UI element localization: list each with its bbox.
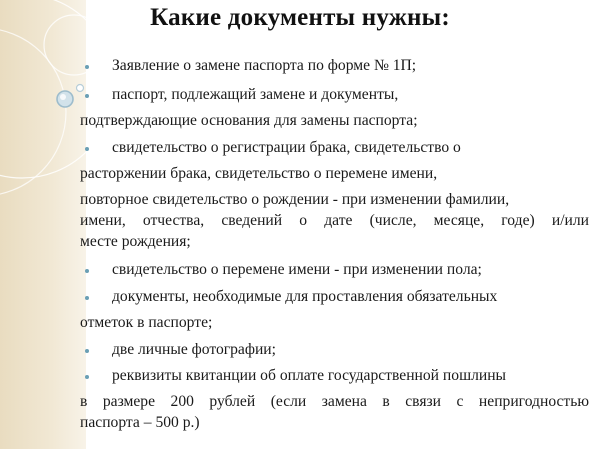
list-item-3-continued: имени, отчества, сведений о дате (числе, месяце, годе) и/или xyxy=(80,212,589,229)
bullet-icon xyxy=(85,65,89,69)
list-item-6: две личные фотографии; xyxy=(112,341,276,358)
decorative-side-band xyxy=(0,0,86,449)
list-item-1: Заявление о замене паспорта по форме № 1П; xyxy=(112,57,417,74)
list-item-3-continued: месте рождения; xyxy=(80,233,191,250)
list-item-2-continued: подтверждающие основания для замены паспорта; xyxy=(80,112,418,129)
list-item-3-continued: повторное свидетельство о рождении - при изменении фамилии, xyxy=(80,191,510,208)
bullet-icon xyxy=(85,147,89,151)
bullet-icon xyxy=(85,94,89,98)
bullet-icon xyxy=(85,296,89,300)
page-title: Какие документы нужны: xyxy=(150,4,450,31)
list-item-5: документы, необходимые для проставления обязательных xyxy=(112,288,498,305)
list-item-3-continued: расторжении брака, свидетельство о перемене имени, xyxy=(80,165,438,182)
list-item-4: свидетельство о перемене имени - при изменении пола; xyxy=(112,261,482,278)
list-item-7: реквизиты квитанции об оплате государственной пошлины xyxy=(112,367,507,384)
bullet-icon xyxy=(85,269,89,273)
list-item-5-continued: отметок в паспорте; xyxy=(80,314,213,331)
bullet-icon xyxy=(85,349,89,353)
list-item-3: свидетельство о регистрации брака, свидетельство о xyxy=(112,139,461,156)
bullet-icon xyxy=(85,375,89,379)
list-item-7-continued: в размере 200 рублей (если замена в связи с непригодностью xyxy=(80,393,589,410)
list-item-2: паспорт, подлежащий замене и документы, xyxy=(112,86,399,103)
list-item-7-continued: паспорта – 500 р.) xyxy=(80,414,200,431)
